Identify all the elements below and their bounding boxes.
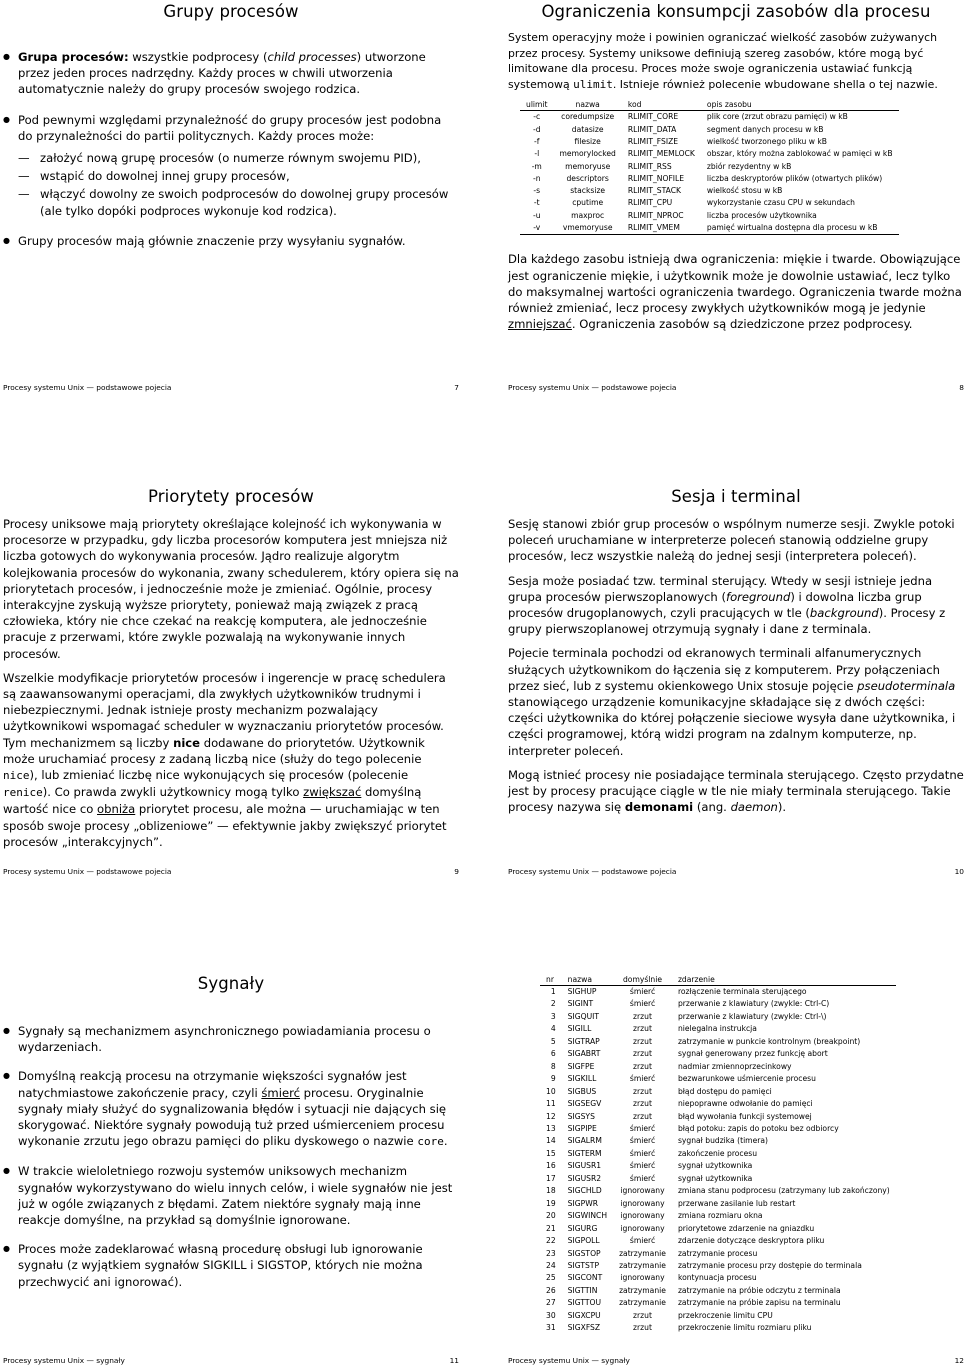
table-cell: coredumpsize <box>561 112 615 122</box>
table-cell: SIGCHLD <box>567 1186 602 1196</box>
table-cell: zakończenie procesu <box>677 1148 758 1158</box>
table-row <box>520 197 899 209</box>
table-cell: zatrzymanie procesu przy dostępie do terminala <box>677 1260 862 1270</box>
table-cell: RLIMIT_MEMLOCK <box>627 149 695 159</box>
underlined-word: zmniejszać <box>508 317 572 332</box>
table-cell: -u <box>532 210 541 220</box>
table-cell: zrzut <box>633 1323 652 1333</box>
table-row <box>520 210 899 222</box>
table-cell: SIGPOLL <box>567 1236 600 1246</box>
table-row <box>540 1248 896 1260</box>
table-cell: sygnał użytkownika <box>677 1161 753 1171</box>
table-cell: zatrzymanie <box>619 1285 666 1295</box>
table-cell: descriptors <box>566 173 609 183</box>
column-header: kod <box>622 100 701 111</box>
table-cell: vmemoryuse <box>554 222 622 235</box>
table-row <box>540 1310 896 1322</box>
table-cell: śmierć <box>629 1123 656 1133</box>
table-header-row <box>520 100 899 111</box>
table-cell: przerwanie z klawiatury (zwykle: Ctrl-\) <box>677 1011 827 1021</box>
bullet-item <box>3 112 459 219</box>
table-cell: 14 <box>546 1136 556 1146</box>
table-cell: 9 <box>550 1074 556 1084</box>
page-number: 11 <box>449 1356 459 1365</box>
table-cell: SIGTERM <box>567 1148 602 1158</box>
table-cell: priorytetowe zdarzenie na gniazdku <box>677 1223 815 1233</box>
column-header: nazwa <box>554 100 622 111</box>
table-row <box>540 1061 896 1073</box>
table-cell: 2 <box>550 999 556 1009</box>
slide-title: Sygnały <box>197 974 265 993</box>
table-cell: memorylocked <box>559 149 616 159</box>
table-row <box>540 1048 896 1060</box>
table-row <box>540 1235 896 1247</box>
limits-paragraph: Dla każdego zasobu istnieją dwa ograniczenia: miękie i twarde. Obowiązujące jest ograniczenie miękie, i użytkownik może je dowolnie ustawiać, lecz tylko do maksymalnej wartości ograniczenia twardego. Ograniczenia twarde można również zmieniać, lecz procesy zwykłych użytkowników mogą je jedynie zmniejszać. Ograniczenia zasobów są dziedziczone przez podprocesy. <box>508 252 962 332</box>
table-cell: 6 <box>550 1049 556 1059</box>
code-nice: nice <box>3 769 30 783</box>
table-cell: SIGALRM <box>567 1136 602 1146</box>
column-header: opis zasobu <box>701 100 899 111</box>
table-cell: śmierć <box>629 1148 656 1158</box>
table-cell: SIGSEGV <box>567 1099 602 1109</box>
page-number: 10 <box>954 867 964 876</box>
column-header: zdarzenie <box>672 975 896 986</box>
table-row <box>520 124 899 136</box>
table-row <box>540 1160 896 1172</box>
table-cell: ignorowany <box>620 1211 665 1221</box>
slide-10 <box>508 480 964 880</box>
table-row <box>540 1272 896 1284</box>
table-row <box>540 1198 896 1210</box>
italic-term: background <box>809 606 879 621</box>
slide-9 <box>3 480 459 880</box>
table-row <box>540 1123 896 1135</box>
table-cell: -t <box>533 198 540 208</box>
table-cell: zrzut <box>633 1310 652 1320</box>
table-cell: SIGPIPE <box>567 1123 597 1133</box>
table-row <box>520 222 899 235</box>
table-cell: śmierć <box>629 1236 656 1246</box>
table-cell: -f <box>534 136 540 146</box>
dash-item: — włączyć dowolny ze swoich podprocesów do dowolnej grupy procesów (ale tylko dopóki podproces wykonuje kod rodzica). <box>18 186 459 218</box>
table-cell: 11 <box>546 1099 556 1109</box>
table-cell: zatrzymanie <box>619 1298 666 1308</box>
table-cell: datasize <box>571 124 604 134</box>
table-cell: -m <box>531 161 542 171</box>
footer-label: Procesy systemu Unix — podstawowe pojecia <box>3 383 172 392</box>
slide-title: Ograniczenia konsumpcji zasobów dla procesu <box>541 2 931 21</box>
resource-limits-table <box>520 100 899 235</box>
table-row <box>520 111 899 124</box>
table-cell: 22 <box>546 1236 556 1246</box>
table-cell: zatrzymanie na próbie zapisu na terminalu <box>677 1298 841 1308</box>
page-number: 12 <box>954 1356 964 1365</box>
table-cell: zdarzenie dotyczące deskryptora pliku <box>677 1236 825 1246</box>
table-cell: 27 <box>546 1298 556 1308</box>
footer-label: Procesy systemu Unix — sygnały <box>508 1356 630 1365</box>
table-cell: ignorowany <box>620 1223 665 1233</box>
table-row <box>540 1111 896 1123</box>
table-cell: SIGWINCH <box>567 1211 608 1221</box>
table-cell: bezwarunkowe uśmiercenie procesu <box>677 1074 816 1084</box>
table-cell: 18 <box>546 1186 556 1196</box>
table-cell: sygnał użytkownika <box>677 1173 753 1183</box>
table-row <box>540 986 896 999</box>
table-row <box>540 1148 896 1160</box>
footer-label: Procesy systemu Unix — podstawowe pojecia <box>3 867 172 876</box>
column-header: nazwa <box>562 975 613 986</box>
table-cell: SIGUSR2 <box>567 1173 602 1183</box>
bullet-item <box>3 49 459 98</box>
table-cell: 5 <box>550 1036 556 1046</box>
table-cell: SIGHUP <box>567 987 597 996</box>
paragraph: Wszelkie modyfikacje priorytetów procesów i ingerencje w pracę schedulera są zaawansowanymi operacjami, dla zwykłych użytkowników trudnymi i niebezpiecznymi. Jednak istnieje prosty mechanizm pozwalający użytkownikowi wspomagać scheduler w wyznaczaniu priorytetów procesów. Tym mechanizmem są liczby nice dodawane do priorytetów. Użytkownik może uruchamiać procesy z zadaną liczbą nice (służy do tego polecenie nice), lub zmieniać liczbę nice wykonujących się procesów (polecenie renice). Co prawda zwykli użytkownicy mogą tylko zwiększać domyślną wartość nice co obniża priorytet procesu, ale można — uruchamiając w ten sposób swoje procesy „oblizeniowe” — efektywnie jakby zwiększyć priorytet procesów „interakcyjnych”. <box>3 670 447 849</box>
table-cell: 24 <box>546 1260 556 1270</box>
table-cell: SIGTTIN <box>567 1285 598 1295</box>
table-cell: ignorowany <box>620 1198 665 1208</box>
table-row <box>540 1073 896 1085</box>
table-cell: zatrzymanie procesu <box>677 1248 758 1258</box>
dash-item: — założyć nową grupę procesów (o numerze równym swojemu PID), <box>18 150 459 166</box>
table-cell: 26 <box>546 1285 556 1295</box>
table-row <box>540 1210 896 1222</box>
table-cell: SIGPWR <box>567 1198 598 1208</box>
table-cell: -l <box>534 149 540 159</box>
table-cell: 21 <box>546 1223 556 1233</box>
table-row <box>540 1036 896 1048</box>
table-row <box>540 1173 896 1185</box>
table-cell: SIGQUIT <box>567 1011 600 1021</box>
table-cell: memoryuse <box>565 161 611 171</box>
table-cell: SIGCONT <box>567 1273 603 1283</box>
table-row <box>520 136 899 148</box>
dash-list <box>18 150 459 219</box>
table-cell: SIGTTOU <box>567 1298 602 1308</box>
table-cell: SIGINT <box>567 999 594 1009</box>
table-cell: -n <box>532 173 541 183</box>
text-span: wszystkie podprocesy ( <box>128 50 268 64</box>
table-cell: niepoprawne odwołanie do pamięci <box>677 1099 813 1109</box>
table-cell: zrzut <box>633 1049 652 1059</box>
column-header: nr <box>540 975 562 986</box>
table-cell: 30 <box>546 1310 556 1320</box>
underlined-word: zwiększać <box>303 785 362 800</box>
table-cell: pamięć wirtualna dostępna dla procesu w kB <box>701 222 899 235</box>
table-cell: 3 <box>550 1011 556 1021</box>
table-row <box>540 1023 896 1035</box>
slide-7 <box>3 0 459 395</box>
table-cell: zrzut <box>633 1061 652 1071</box>
bullet-item: ● Domyślną reakcją procesu na otrzymanie większości sygnałów jest natychmiastowe zakończenie pracy, czyli śmierć procesu. Oryginalnie sygnały miały służyć do sygnalizowania błędów i sytuacji nie dających się skorygować. Niektóre sygnały powodują tuż przed uśmierceniem procesu wykonanie zrzutu jego obrazu pamięci do pliku dyskowego o nazwie core. <box>3 1068 459 1150</box>
table-cell: SIGILL <box>567 1024 592 1034</box>
slide-11 <box>3 965 459 1365</box>
paragraph: Pojecie terminala pochodzi od ekranowych terminali alfanumerycznych służących użytkownikom do łączenia się z komputerem. Przy połączeniach przez sieć, lub z systemu okienkowego Unix stosuje pojęcie pseudoterminala stanowiącego urządzenie komunikacyjne składające się z dwóch części: części użytkownika do której połączenie sieciowe wysyła dane użytkownika, i części programowej, którą widzi program na zdalnym komputerze, np. interpreter poleceń. <box>508 646 956 758</box>
table-row <box>540 1223 896 1235</box>
table-cell: 23 <box>546 1248 556 1258</box>
table-cell: 13 <box>546 1123 556 1133</box>
table-cell: sygnał generowany przez funkcję abort <box>677 1049 828 1059</box>
bullet-item: ● Sygnały są mechanizmem asynchronicznego powiadamiania procesu o wydarzeniach. <box>3 1023 459 1055</box>
table-cell: śmierć <box>629 1161 656 1171</box>
table-cell: maxproc <box>571 210 605 220</box>
table-cell: SIGSYS <box>567 1111 595 1121</box>
signals-table <box>540 975 896 1335</box>
bold-term: demonami <box>624 800 694 815</box>
table-cell: liczba deskryptorów plików (otwartych plików) <box>706 173 883 183</box>
footer-label: Procesy systemu Unix — sygnały <box>3 1356 125 1365</box>
table-cell: 25 <box>546 1273 556 1283</box>
table-row <box>520 148 899 160</box>
table-cell: RLIMIT_CPU <box>627 198 673 208</box>
table-cell: przerwanie z klawiatury (zwykle: Ctrl-C) <box>677 999 830 1009</box>
italic-term: child processes <box>267 50 357 64</box>
table-row <box>540 1285 896 1297</box>
table-cell: SIGFPE <box>567 1061 595 1071</box>
table-cell: śmierć <box>629 1173 656 1183</box>
table-cell: SIGTSTP <box>567 1260 600 1270</box>
table-cell: 16 <box>546 1161 556 1171</box>
table-cell: SIGUSR1 <box>567 1161 602 1171</box>
table-cell: 1 <box>550 987 556 996</box>
table-cell: śmierć <box>629 1074 656 1084</box>
table-cell: RLIMIT_VMEM <box>622 222 701 235</box>
table-row <box>520 185 899 197</box>
table-cell: cputime <box>572 198 604 208</box>
table-cell: stacksize <box>570 186 606 196</box>
table-row <box>540 1135 896 1147</box>
page-number: 8 <box>959 383 964 392</box>
table-row <box>540 1098 896 1110</box>
column-header: domyślnie <box>613 975 672 986</box>
table-cell: zrzut <box>633 1011 652 1021</box>
slide-8 <box>508 0 964 395</box>
table-cell: wykorzystanie czasu CPU w sekundach <box>706 198 855 208</box>
text-span: ) utworzone przez jeden proces nadrzędny. Każdy proces w chwili utworzenia automatycznie należy do grupy procesów swojego rodzica. <box>18 50 426 97</box>
table-row <box>540 1260 896 1272</box>
table-cell: nadmiar zmiennoprzecinkowy <box>677 1061 792 1071</box>
table-cell: rozłączenie terminala sterującego <box>677 987 807 996</box>
table-cell: 15 <box>546 1148 556 1158</box>
table-cell: 19 <box>546 1198 556 1208</box>
dash-item: — wstąpić do dowolnej innej grupy procesów, <box>18 168 459 184</box>
table-cell: przekroczenie limitu rozmiaru pliku <box>677 1323 812 1333</box>
table-cell: SIGTRAP <box>567 1036 600 1046</box>
slide-title: Sesja i terminal <box>671 487 801 506</box>
table-cell: śmierć <box>629 1136 656 1146</box>
table-cell: zatrzymanie <box>619 1260 666 1270</box>
table-cell: zrzut <box>633 1099 652 1109</box>
table-cell: filesize <box>574 136 601 146</box>
table-cell: obszar, który można zablokować w pamięci w kB <box>706 149 893 159</box>
slide-12 <box>508 965 964 1365</box>
table-cell: zrzut <box>633 1024 652 1034</box>
table-cell: zmiana stanu podprocesu (zatrzymany lub zakończony) <box>677 1186 890 1196</box>
paragraph: Mogą istnieć procesy nie posiadające terminala sterującego. Często przydatne jest by procesy pracujące ciągle w tle nie miały terminala sterującego. Takie procesy nazywa się demonami (ang. daemon). <box>508 767 964 815</box>
table-cell: SIGSTOP <box>567 1248 601 1258</box>
table-row <box>540 1185 896 1197</box>
table-cell: -v <box>520 222 554 235</box>
table-row <box>540 1322 896 1334</box>
table-cell: przerwane zasilanie lub restart <box>677 1198 796 1208</box>
table-cell: błąd dostępu do pamięci <box>677 1086 772 1096</box>
table-cell: sygnał budzika (timera) <box>677 1136 768 1146</box>
table-cell: -s <box>533 186 541 196</box>
text-span: Pod pewnymi względami przynależność do grupy procesów jest podobna do przynależności do partii politycznych. Każdy proces może: <box>18 112 442 143</box>
bullet-item: ● Grupy procesów mają głównie znaczenie przy wysyłaniu sygnałów. <box>3 233 459 249</box>
bullet-item: ● Proces może zadeklarować własną procedurę obsługi lub ignorowanie sygnału (z wyjątkiem sygnałów SIGKILL i SIGSTOP, których nie można przechwycić ani ignorować). <box>3 1241 459 1290</box>
footer-label: Procesy systemu Unix — podstawowe pojecia <box>508 867 677 876</box>
table-cell: RLIMIT_FSIZE <box>627 136 679 146</box>
table-cell: RLIMIT_STACK <box>627 186 681 196</box>
code-ulimit: ulimit <box>573 77 613 91</box>
table-cell: SIGBUS <box>567 1086 597 1096</box>
table-cell: śmierć <box>629 999 656 1009</box>
table-row <box>540 1086 896 1098</box>
table-row <box>540 1011 896 1023</box>
table-cell: liczba procesów użytkownika <box>706 210 817 220</box>
paragraph: Procesy uniksowe mają priorytety określające kolejność ich wykonywania w procesorze w przypadku, gdy liczba procesorów komputera jest mniejsza niż liczba gotowych do wykonywania procesów. Jądro realizuje algorytm kolejkowania procesów do wykonania, zwany schedulerem, który opiera się na priorytetach procesów, i jednocześnie może je zmieniać. Ogólnie, procesy interakcyjne zyskują wyższe priorytety, ponieważ mają związek z pracą człowieka, który nie chce czekać na reakcję komputera, ale jednocześnie pracuje z przerwami, które zwykle pozwalają na wykonywanie innych procesów. <box>3 517 459 661</box>
table-cell: -d <box>532 124 541 134</box>
table-cell: ignorowany <box>620 1186 665 1196</box>
table-cell: błąd potoku: zapis do potoku bez odbiorcy <box>677 1123 839 1133</box>
italic-term: daemon <box>730 800 778 815</box>
table-cell: ignorowany <box>620 1273 665 1283</box>
table-cell: 17 <box>546 1173 556 1183</box>
code-renice: renice <box>3 786 43 800</box>
table-cell: RLIMIT_NOFILE <box>627 173 685 183</box>
table-cell: 12 <box>546 1111 556 1121</box>
underlined-word: śmierć <box>261 1085 300 1100</box>
table-cell: przekroczenie limitu CPU <box>677 1310 773 1320</box>
table-cell: -c <box>533 112 541 122</box>
table-cell: wielkość tworzonego pliku w kB <box>706 136 827 146</box>
table-cell: SIGURG <box>567 1223 598 1233</box>
underlined-word: obniża <box>97 802 136 817</box>
intro-paragraph: System operacyjny może i powinien ograniczać wielkość zasobów zużywanych przez procesy. Systemy uniksowe definiują szereg zasobów, które mogą być limitowane dla procesu. Proces może swoje ograniczenia ustawiać funkcją systemową ulimit. Istnieje również polecenie wbudowane shella o tej nazwie. <box>508 31 938 91</box>
table-cell: 4 <box>550 1024 556 1034</box>
table-cell: zatrzymanie w punkcie kontrolnym (breakpoint) <box>677 1036 861 1046</box>
table-cell: zrzut <box>633 1036 652 1046</box>
table-cell: 31 <box>546 1323 556 1333</box>
table-cell: zatrzymanie <box>619 1248 666 1258</box>
bullet-list <box>3 49 459 249</box>
table-cell: 20 <box>546 1211 556 1221</box>
table-cell: RLIMIT_DATA <box>627 124 677 134</box>
bold-term: Grupa procesów: <box>18 50 129 64</box>
table-cell: SIGABRT <box>567 1049 601 1059</box>
column-header: ulimit <box>520 100 554 111</box>
table-cell: RLIMIT_NPROC <box>627 210 684 220</box>
page-number: 9 <box>454 867 459 876</box>
table-header-row <box>540 975 896 986</box>
table-row <box>520 161 899 173</box>
table-cell: SIGXCPU <box>567 1310 601 1320</box>
bullet-list <box>3 1023 459 1290</box>
table-cell: błąd wywołania funkcji systemowej <box>677 1111 812 1121</box>
table-cell: RLIMIT_RSS <box>627 161 672 171</box>
slide-title: Grupy procesów <box>163 2 299 21</box>
table-row <box>540 998 896 1010</box>
table-cell: SIGXFSZ <box>567 1323 601 1333</box>
bullet-item: ● W trakcie wieloletniego rozwoju systemów uniksowych mechanizm sygnałów wykorzystywano do wielu innych celów, i wiele sygnałów nie jest już w ogóle związanych z błędami. Zatem niektóre sygnały mają inne reakcje domyślne, na przykład są domyślnie ignorowane. <box>3 1163 459 1228</box>
table-row <box>540 1297 896 1309</box>
table-cell: segment danych procesu w kB <box>706 124 824 134</box>
paragraph: Sesja może posiadać tzw. terminal sterujący. Wtedy w sesji istnieje jedna grupa procesów pierwszoplanowych (foreground) i dowolna liczba grup procesów drugoplanowych, czyli pracujących w tle (background). Procesy z grupy pierwszoplanowej otrzymują sygnały i dane z terminala. <box>508 573 946 637</box>
italic-term: foreground <box>725 589 791 604</box>
table-cell: plik core (zrzut obrazu pamięci) w kB <box>706 112 848 122</box>
bold-term: nice <box>173 735 201 750</box>
table-cell: zrzut <box>633 1086 652 1096</box>
slide-title: Priorytety procesów <box>147 487 315 506</box>
table-cell: kontynuacja procesu <box>677 1273 757 1283</box>
table-cell: 10 <box>546 1086 556 1096</box>
table-cell: zrzut <box>633 1111 652 1121</box>
table-cell: wielkość stosu w kB <box>706 186 783 196</box>
table-cell: zatrzymanie na próbie odczytu z terminala <box>677 1285 841 1295</box>
table-cell: śmierć <box>629 987 656 996</box>
table-cell: nielegalna instrukcja <box>677 1024 757 1034</box>
footer-label: Procesy systemu Unix — podstawowe pojecia <box>508 383 677 392</box>
table-cell: SIGKILL <box>567 1074 597 1084</box>
table-cell: zmiana rozmiaru okna <box>677 1211 763 1221</box>
paragraph: Sesję stanowi zbiór grup procesów o wspólnym numerze sesji. Zwykle potoki poleceń uruchamiane w interpreterze poleceń stanowią oddzielne grupy procesów, lecz wszystkie należą do jednej sesji (interpretera poleceń). <box>508 517 955 564</box>
table-cell: RLIMIT_CORE <box>627 112 679 122</box>
page-number: 7 <box>454 383 459 392</box>
table-cell: zbiór rezydentny w kB <box>706 161 792 171</box>
italic-term: pseudoterminala <box>857 678 956 693</box>
code-core: core <box>417 1135 444 1149</box>
table-cell: 8 <box>550 1061 556 1071</box>
table-row <box>520 173 899 185</box>
